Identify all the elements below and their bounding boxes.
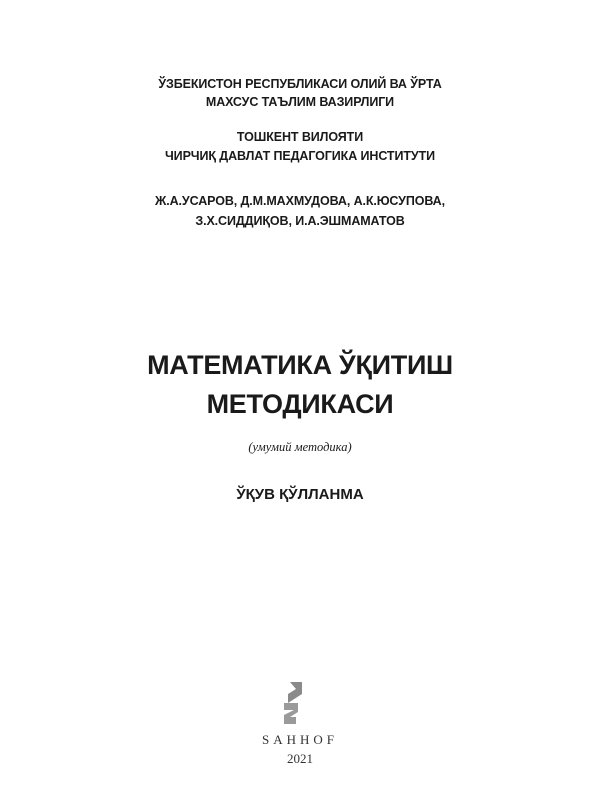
book-subtitle: (умумий методика) <box>248 440 352 454</box>
institute-line-1: ТОШКЕНТ ВИЛОЯТИ <box>236 130 364 144</box>
sahhof-s-logo-icon <box>280 682 306 724</box>
book-kind: ЎҚУВ ҚЎЛЛАНМА <box>236 486 364 503</box>
authors-line-2: З.Х.СИДДИҚОВ, И.А.ЭШМАМАТОВ <box>195 214 405 228</box>
ministry-line-2: МАХСУС ТАЪЛИМ ВАЗИРЛИГИ <box>205 95 395 109</box>
institute-line-2: ЧИРЧИҚ ДАВЛАТ ПЕДАГОГИКА ИНСТИТУТИ <box>165 149 435 163</box>
authors-line-1: Ж.А.УСАРОВ, Д.М.МАХМУДОВА, А.К.ЮСУПОВА, <box>155 194 445 208</box>
publisher-name: SAHHOF <box>261 732 338 747</box>
ministry-line-1: ЎЗБЕКИСТОН РЕСПУБЛИКАСИ ОЛИЙ ВА ЎРТА <box>158 77 442 91</box>
book-title-line-1: МАТЕМАТИКА ЎҚИТИШ <box>147 350 453 380</box>
publication-year: 2021 <box>287 751 313 766</box>
book-title-line-2: МЕТОДИКАСИ <box>206 389 394 419</box>
